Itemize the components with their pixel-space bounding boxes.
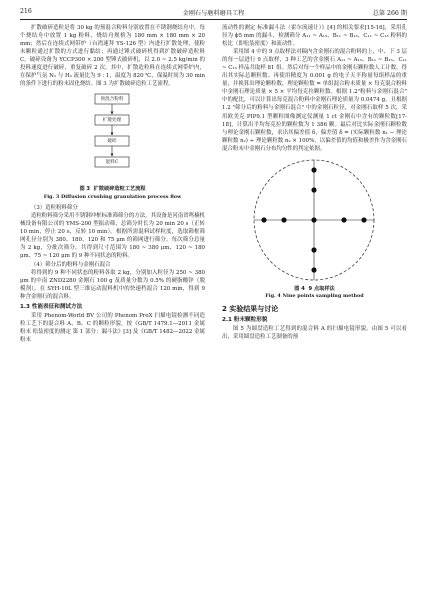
sample-point-left-outer xyxy=(261,217,266,222)
subheading-sieving: （3）造粒粉料筛分 xyxy=(30,205,78,212)
section-2-1-heading: 2.1 粉末颗粒形貌 xyxy=(222,316,268,323)
flow-label-mix-c: 混料C xyxy=(105,159,119,165)
sample-point-center xyxy=(311,217,316,222)
sample-point-top-outer xyxy=(311,167,316,172)
sample-point-right-outer xyxy=(361,217,366,222)
paragraph-diffusion-granulation: 扩散破碎造粒是将 30 kg 的预混合粉料分别放置在不锈钢烧结舟中，每个烧结舟中放置 1 kg 粉料，烧结舟规格为 180 mm × 180 mm × 20 mm；然后在连续式网带炉（台湾速拜 YS-126 型）内进行扩散处理，使粉末颗粒通过扩散的方式进行黏结；再通过锤式破碎机得到扩散破碎造粒料 C。破碎设备为 YCCP300 × 200 型锤式破碎机，以 2.0 ~ 2.5 kg/min 的投料速度进行破碎，重复破碎 2 次。其中，扩散造粒料在连续式网带炉内，在保护气氛 N₂ 与 H₂ 流量比为 9 : 1，温度为 820 ℃，保温时间为 30 min 的条件下进行的粉末固化烧结。图 3 为扩散破碎造粒工艺流程。 xyxy=(20,25,205,88)
paragraph-morphology: 图 5 为圆盘造粒工艺得到的混合料 A 的扫描电镜形貌。由图 5 可以看出，采用圆盘造粒工艺制备的预 xyxy=(222,325,407,340)
sample-point-left-inner xyxy=(281,217,286,222)
journal-title: 金刚石与磨料磨具工程 xyxy=(182,10,245,17)
flow-label-diffusion: 扩散处理 xyxy=(102,117,122,123)
fig3-title-zh: 扩散破碎造粒工艺流程 xyxy=(93,186,146,193)
page-number: 216 xyxy=(20,8,32,15)
section-2-heading: 2 实验结果与讨论 xyxy=(222,304,279,313)
paragraph-flowability: 流动性的测定 标准漏斗法（霍尔流速计）》[4] 的相关要求[15-16]，采用孔径为 ϕ5 mm 的漏斗，检测筛分 A₁₁ ~ A₁₃、B₁₁ ~ B₁₃、C₁₁ ~ C₁₃ 粉料的松比（即松装密度）和流动性。 xyxy=(222,25,407,48)
sample-point-bottom-inner xyxy=(311,247,316,252)
figure-4-nine-point-diagram xyxy=(222,156,407,284)
fig3-label: 图 3 xyxy=(79,186,91,193)
section-1-3-heading: 1.3 性能表征和测试方法 xyxy=(20,303,83,310)
issue-number: 总第 266 期 xyxy=(372,10,407,17)
paragraph-sieving: 造粒粉料筛分采用不锈钢冲框标准筛筛分的方法，其设备是河南省鸣楠机械设备有限公司的 YMS-200 型振动筛，总筛分时长为 20 min 20 s（正转 10 min，停止 20 s，反转 10 min）。根据所需混料试样粒度，选取筛框筛网孔径分别为 380、180、120 和 75 μm 的筛网进行筛分。每次筛分总量为 2 kg，分批次筛分，共得到尺寸范围为 180 ~ 380 μm、120 ~ 180 μm、75 ~ 120 μm 的 9 种不同状态的粉料。 xyxy=(20,213,205,260)
flow-label-premix: 预混合粉料 xyxy=(100,96,124,102)
paragraph-mixing: 将得到的 9 种不同状态的粉料各取 2 kg，分别加入粒径为 250 ~ 380 μm 的中南 ZND2280 金刚石 100 g 及质量分数为 0.5% 的硬脂酸锌（脱模剂），在 SYH-10L 型三维运动混料机中的快速档混合 120 min，得到 9 种含金刚石的混合料。 xyxy=(20,269,205,300)
fig4-label: 图 4 xyxy=(294,285,305,292)
subheading-mixing: （4）筛分后的粉料与金刚石混合 xyxy=(30,261,111,268)
figure-3-caption xyxy=(20,186,205,201)
header-rule xyxy=(20,19,407,20)
figure-3-flowchart xyxy=(20,92,205,184)
flow-label-crush: 破碎 xyxy=(107,138,117,144)
left-column xyxy=(20,24,205,594)
fig4-title-zh: 9 点取样法 xyxy=(308,285,335,292)
right-column xyxy=(222,24,407,594)
sampling-circle-svg xyxy=(222,156,407,284)
sample-point-bottom-outer xyxy=(311,267,316,272)
figure-4-caption xyxy=(222,286,407,301)
fig4-title-en: Fig. 4 Nine points sampling method xyxy=(265,293,364,300)
paragraph-characterization: 采用 Phenom-World BV 公司的 Phenom ProX 扫描电镜检测不同造粒工艺下的混合料 A、B、C 的颗粒形貌。按《GB/T 1479.1—2011 金属粉末 松装密度的测定 第 1 部分：漏斗法》[3] 及《GB/T 1482—2022 金属粉末 xyxy=(20,312,205,343)
fig3-title-en: Fig. 3 Diffusion crushing granulation process flow xyxy=(43,193,182,200)
sample-point-top-inner xyxy=(311,187,316,192)
sample-point-right-inner xyxy=(341,217,346,222)
paragraph-sampling: 采用图 4 中的 9 点取样法对稿内含金刚石的混合粉料的上、中、下 3 层的每一层进行 9 点取样，3 种工艺的含金刚石 A₁₁ ~ A₁₃、B₁₁ ~ B₁₃、C₁₁ ~ C₁₃ 样品共取样 81 组。然后对每一个样品中的金刚石颗粒数人工计数，得出其实际总颗粒数。再使用精度为 0.001 g 的电子天平称量每组样品的重量，并换算出理论颗粒数，理论颗粒数 = 单组混合粉末质量 × 每克混合粉料中金刚石理论质量 × 5 × 平均每克拉颗粒数。根据 1.2"粉料与金刚石混合" 中的配比，可以计算出每克混合粉料中金刚石理论质量为 0.0474 g。且根据 1.2 "筛分后的粉料与金刚石混合" 中的金刚石粒径，对金刚石取样 5 次，采用欧美克 PIP9.1 型颗粒图像测定仪测量 1 ct 金刚石中含有的颗粒数[17-18]，计算出平均每克拉的颗粒数为 1 386 颗。最后对比实际金刚石颗粒数与理论金刚石颗粒数，求出其偏差值 δ，偏差值 δ = (实际颗粒数 n₁ − 理论颗粒数 n₂) ÷ 理论颗粒数 n₂ × 100%，以偏差值的均值和极差作为含金刚石混合粉末中金刚石分布均匀性的判定依据。 xyxy=(222,49,407,152)
